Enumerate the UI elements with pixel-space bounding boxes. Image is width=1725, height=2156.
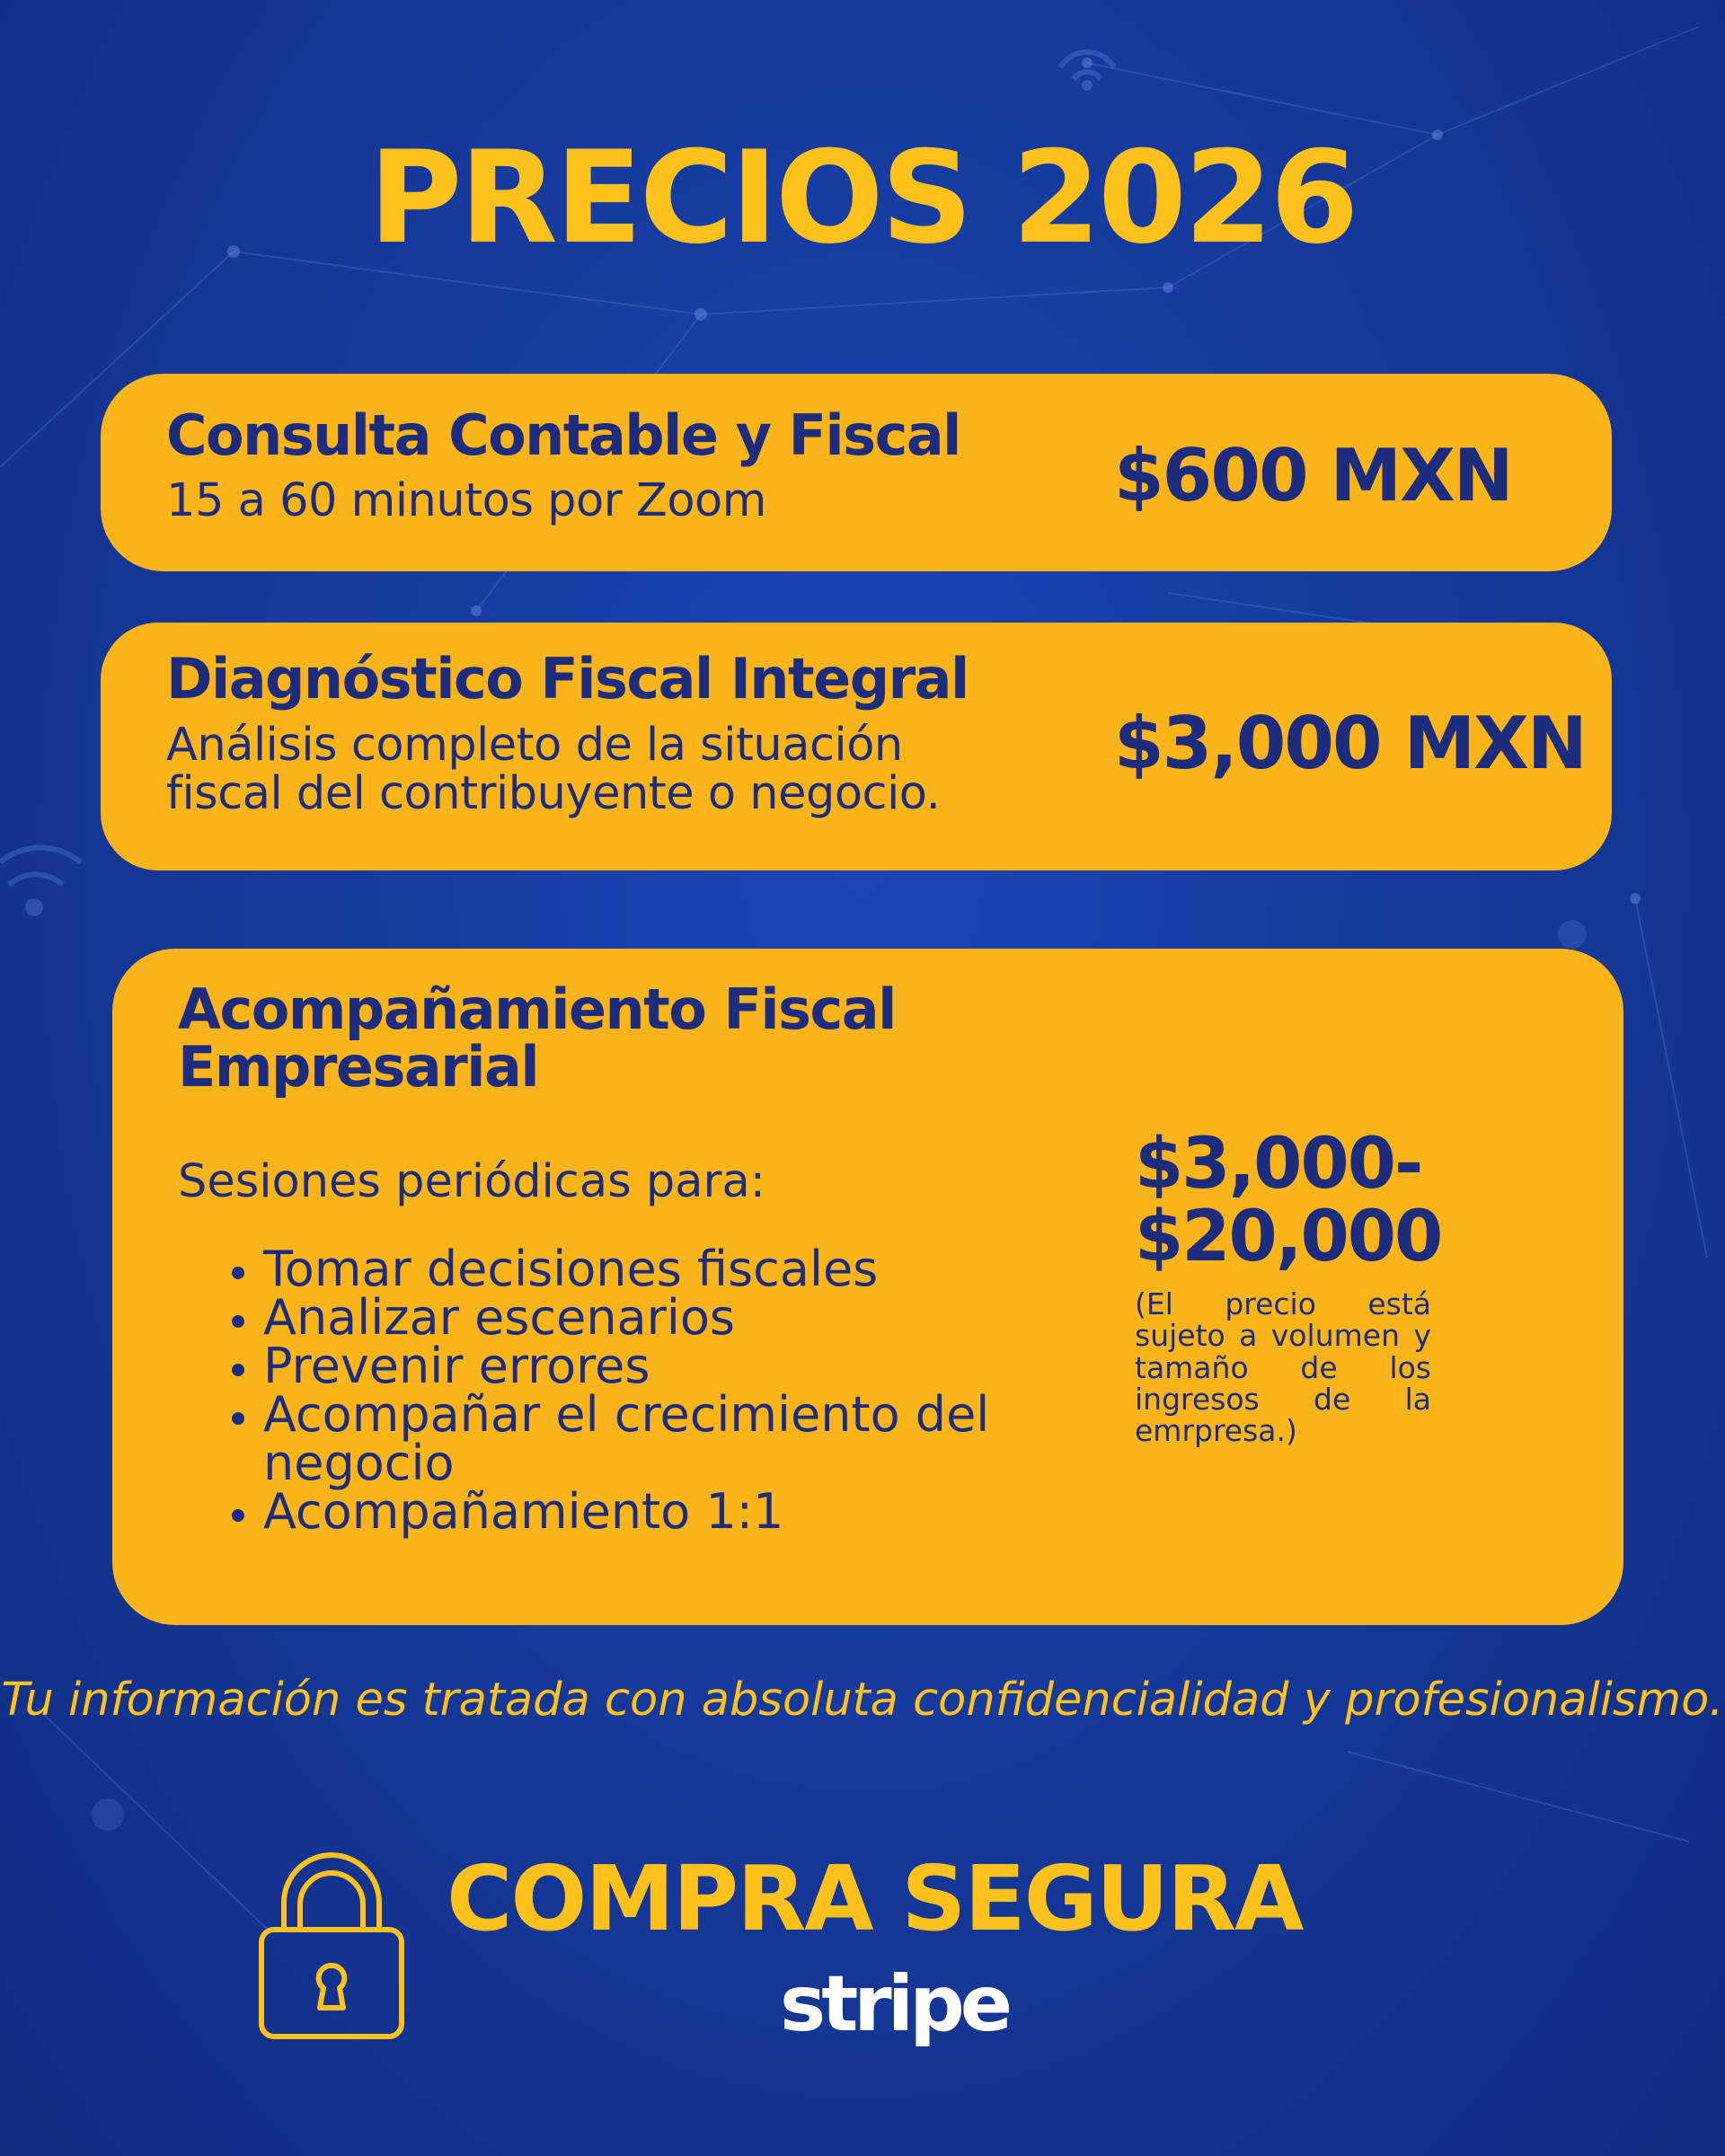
service-card-diagnostico xyxy=(101,623,1612,870)
list-item: • Analizar escenarios xyxy=(263,1294,1076,1342)
list-item: • Tomar decisiones fiscales xyxy=(263,1245,1076,1294)
service-price: $3,000 MXN xyxy=(1114,702,1586,785)
list-item: • Acompañamiento 1:1 xyxy=(263,1488,1076,1536)
lock-icon xyxy=(257,1840,406,2041)
page-title: PRECIOS 2026 xyxy=(368,124,1357,272)
confidentiality-text: Tu información es tratada con absoluta confidencialidad y profesionalismo. xyxy=(1,1674,1724,1727)
stripe-logo: stripe xyxy=(780,1959,1009,2049)
price-range-start: $3,000- xyxy=(1135,1124,1422,1205)
service-title: Consulta Contable y Fiscal xyxy=(166,402,960,468)
service-title: Acompañamiento Fiscal Empresarial xyxy=(178,976,896,1100)
service-card-acompanamiento xyxy=(112,949,1623,1625)
service-description: 15 a 60 minutos por Zoom xyxy=(166,474,766,527)
service-intro: Sesiones periódicas para: xyxy=(178,1155,765,1208)
service-description: Análisis completo de la situación fiscal del contribuyente o negocio. xyxy=(166,719,941,820)
list-item: • Acompañar el crecimiento del negocio xyxy=(263,1391,1076,1488)
service-title: Diagnóstico Fiscal Integral xyxy=(166,646,969,711)
service-card-consulta xyxy=(101,374,1612,571)
price-note: (El precio está sujeto a volumen y tamaño de los ingresos de la emrpresa.) xyxy=(1135,1286,1431,1449)
list-item: • Prevenir errores xyxy=(263,1342,1076,1391)
secure-purchase-label: COMPRA SEGURA xyxy=(447,1846,1303,1951)
service-bullet-list xyxy=(178,1241,1076,1540)
service-price: $600 MXN xyxy=(1114,434,1512,517)
service-price-range xyxy=(1135,1124,1442,1278)
price-range-end: $20,000 xyxy=(1135,1197,1442,1278)
